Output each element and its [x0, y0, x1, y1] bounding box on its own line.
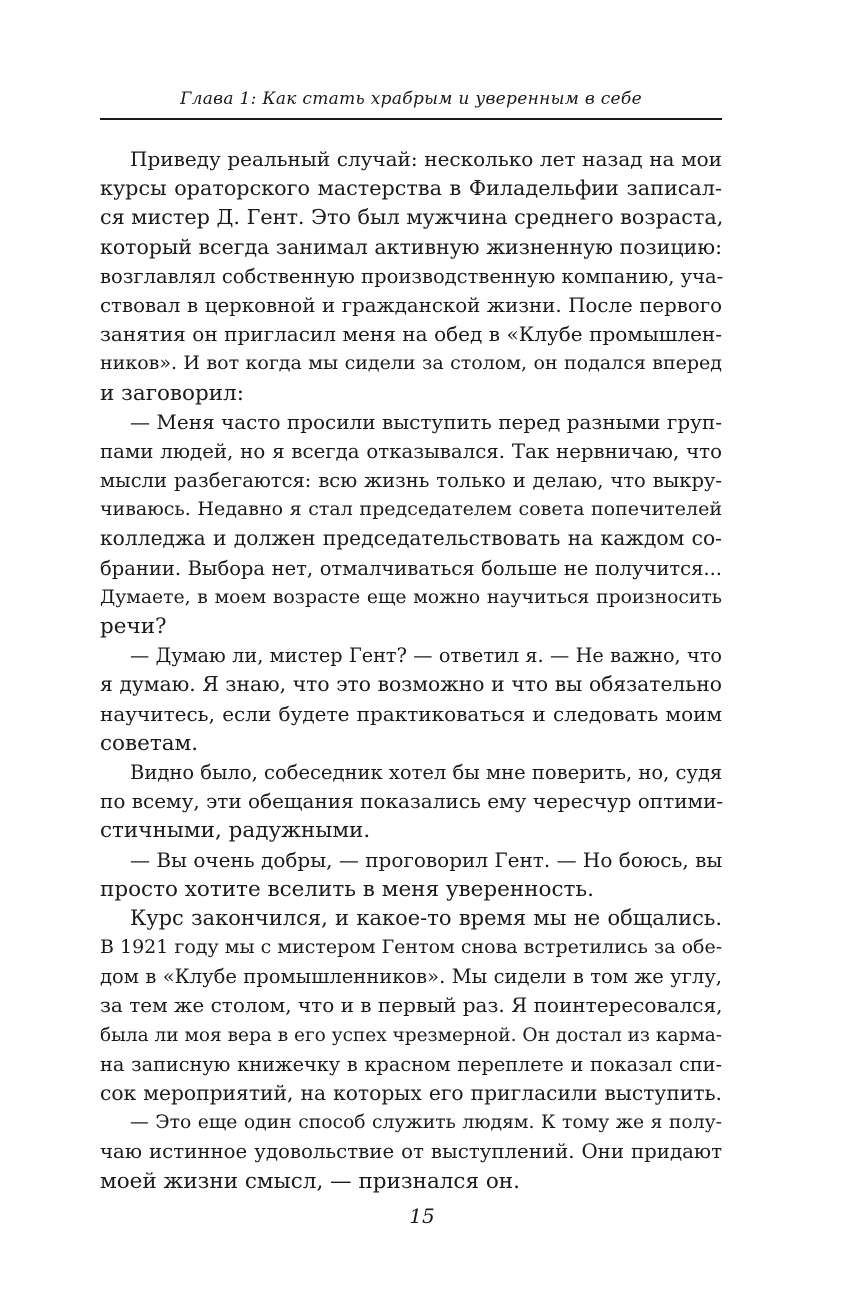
text-line: ствовал в церковной и гражданской жизни. После первого	[100, 293, 722, 317]
text-line: ся мистер Д. Гент. Это был мужчина среднего возраста,	[100, 205, 724, 230]
paragraph	[100, 641, 722, 758]
paragraph	[100, 904, 722, 1108]
text-line: по всему, эти обещания показались ему чересчур оптими-	[100, 789, 724, 814]
text-line: за тем же столом, что и в первый раз. Я поинтересовался,	[100, 993, 723, 1018]
text-line: просто хотите вселить в меня уверенность.	[100, 876, 594, 902]
text-line: советам.	[100, 730, 199, 756]
text-line: — Это еще один способ служить людям. К тому же я полу-	[130, 1112, 722, 1134]
text-line: Курс закончился, и какое-то время мы не общались.	[130, 905, 722, 930]
text-line: чиваюсь. Недавно я стал председателем совета попечителей	[100, 498, 722, 521]
paragraph	[100, 758, 722, 846]
text-line: Видно было, собеседник хотел бы мне поверить, но, судя	[130, 760, 723, 784]
text-line: на записную книжечку в красном переплете и показал спи-	[100, 1052, 722, 1076]
body-text	[100, 145, 722, 1196]
text-line: дом в «Клубе промышленников». Мы сидели в том же углу,	[100, 965, 722, 989]
text-line: пами людей, но я всегда отказывался. Так нервничаю, что	[100, 439, 722, 463]
text-line: сок мероприятий, на которых его пригласили выступить.	[100, 1081, 722, 1105]
text-line: — Думаю ли, мистер Гент? — ответил я. — Не важно, что	[130, 644, 722, 668]
text-line: колледжа и должен председательствовать на каждом со-	[100, 526, 722, 551]
text-line: стичными, радужными.	[100, 818, 371, 844]
chapter-title: Глава 1: Как стать храбрым и уверенным в себе	[180, 89, 642, 109]
paragraph	[100, 145, 722, 408]
text-line: и заговорил:	[100, 380, 244, 406]
text-line: занятия он пригласил меня на обед в «Клубе промышлен-	[100, 322, 722, 347]
text-line: брании. Выбора нет, отмалчиваться больше не получится...	[100, 556, 722, 580]
text-line: моей жизни смысл, — признался он.	[100, 1168, 520, 1194]
text-line: я думаю. Я знаю, что это возможно и что вы обязательно	[100, 672, 722, 697]
text-line: который всегда занимал активную жизненную позицию:	[100, 234, 722, 259]
text-line: Думаете, в моем возрасте еще можно научиться произносить	[100, 586, 722, 608]
text-line: Приведу реальный случай: несколько лет назад на мои	[130, 147, 722, 171]
text-line: ников». И вот когда мы сидели за столом, он подался вперед	[100, 352, 722, 375]
text-line: возглавлял собственную производственную компанию, уча-	[100, 264, 724, 288]
text-line: мысли разбегаются: всю жизнь только и делаю, что выкру-	[100, 469, 722, 493]
text-line: курсы ораторского мастерства в Филадельфии записал-	[100, 176, 722, 201]
text-line: речи?	[100, 614, 167, 639]
paragraph	[100, 1108, 722, 1196]
text-line: научитесь, если будете практиковаться и следовать моим	[100, 701, 722, 726]
text-line: В 1921 году мы с мистером Гентом снова встретились за обе-	[100, 936, 723, 959]
paragraph	[100, 846, 722, 904]
running-header	[100, 84, 722, 120]
text-line: — Вы очень добры, — проговорил Гент. — Но боюсь, вы	[130, 847, 723, 872]
text-line: — Меня часто просили выступить перед разными груп-	[130, 409, 722, 434]
paragraph	[100, 408, 722, 642]
text-line: была ли моя вера в его успех чрезмерной. Он достал из карма-	[100, 1024, 722, 1046]
page-number: 15	[409, 1204, 435, 1228]
text-line: чаю истинное удовольствие от выступлений. Они придают	[100, 1140, 722, 1164]
